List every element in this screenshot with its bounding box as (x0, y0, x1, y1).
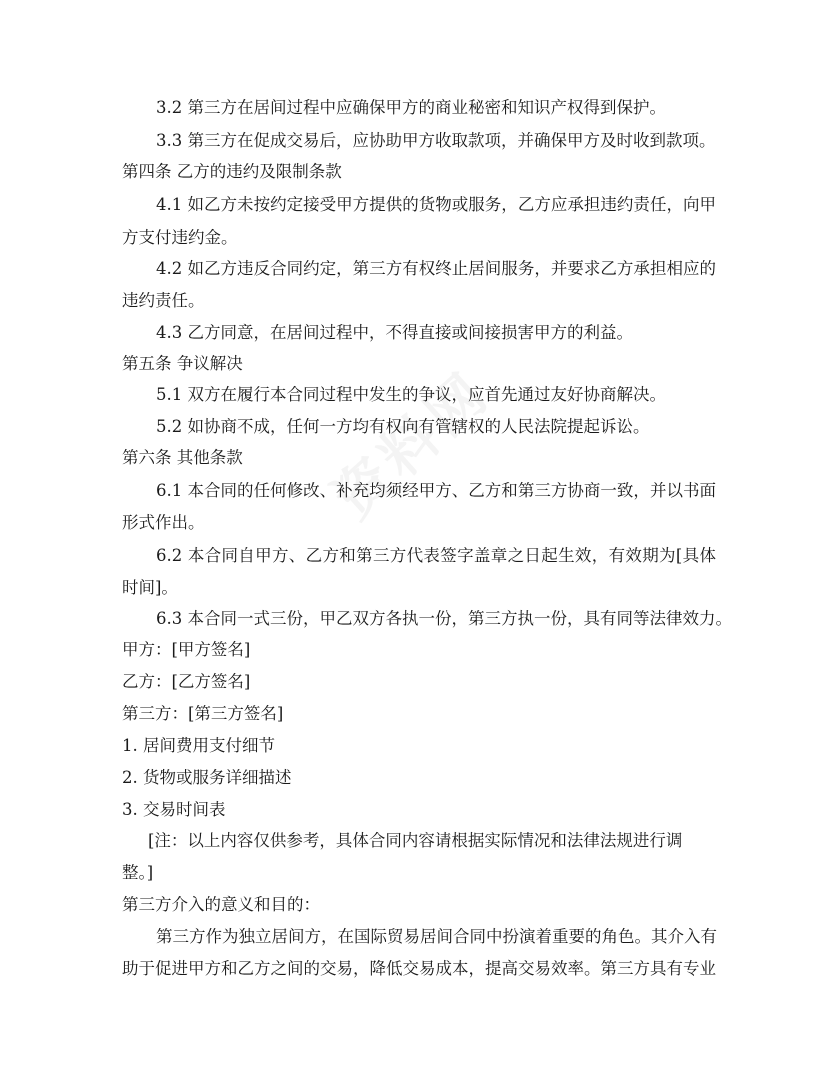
clause-4-1: 4.1 如乙方未按约定接受甲方提供的货物或服务，乙方应承担违约责任，向甲 (156, 195, 716, 214)
appendix-item-1: 1. 居间费用支付细节 (122, 736, 275, 755)
third-party-signature: 第三方：[第三方签名] (122, 704, 284, 723)
clause-6-1-cont: 形式作出。 (122, 513, 205, 532)
party-a-signature: 甲方：[甲方签名] (122, 640, 251, 659)
purpose-paragraph-line-2: 助于促进甲方和乙方之间的交易，降低交易成本，提高交易效率。第三方具有专业 (122, 959, 716, 978)
purpose-paragraph-line-1: 第三方作为独立居间方，在国际贸易居间合同中扮演着重要的角色。其介入有 (156, 927, 717, 946)
appendix-item-3: 3. 交易时间表 (122, 800, 226, 819)
clause-6-1: 6.1 本合同的任何修改、补充均须经甲方、乙方和第三方协商一致，并以书面 (156, 481, 716, 500)
appendix-item-2: 2. 货物或服务详细描述 (122, 768, 292, 787)
clause-4-1-cont: 方支付违约金。 (122, 228, 238, 247)
article-6-heading: 第六条 其他条款 (122, 448, 243, 467)
clause-3-2: 3.2 第三方在居间过程中应确保甲方的商业秘密和知识产权得到保护。 (156, 98, 666, 117)
clause-3-3: 3.3 第三方在促成交易后，应协助甲方收取款项，并确保甲方及时收到款项。 (156, 131, 716, 150)
clause-4-2-cont: 违约责任。 (122, 291, 205, 310)
article-5-heading: 第五条 争议解决 (122, 354, 243, 373)
note-cont: 整。] (122, 863, 154, 882)
clause-5-1: 5.1 双方在履行本合同过程中发生的争议，应首先通过友好协商解决。 (156, 385, 666, 404)
clause-6-3: 6.3 本合同一式三份，甲乙双方各执一份，第三方执一份，具有同等法律效力。 (156, 609, 732, 628)
clause-4-2: 4.2 如乙方违反合同约定，第三方有权终止居间服务，并要求乙方承担相应的 (156, 259, 716, 278)
clause-4-3: 4.3 乙方同意，在居间过程中，不得直接或间接损害甲方的利益。 (156, 323, 633, 342)
section-heading-purpose: 第三方介入的意义和目的： (122, 895, 320, 914)
clause-5-2: 5.2 如协商不成，任何一方均有权向有管辖权的人民法院提起诉讼。 (156, 417, 650, 436)
clause-6-2-cont: 时间]。 (122, 578, 178, 597)
party-b-signature: 乙方：[乙方签名] (122, 672, 251, 691)
clause-6-2: 6.2 本合同自甲方、乙方和第三方代表签字盖章之日起生效，有效期为[具体 (156, 546, 716, 565)
note: [注：以上内容仅供参考，具体合同内容请根据实际情况和法律法规进行调 (148, 831, 683, 850)
article-4-heading: 第四条 乙方的违约及限制条款 (122, 162, 342, 181)
